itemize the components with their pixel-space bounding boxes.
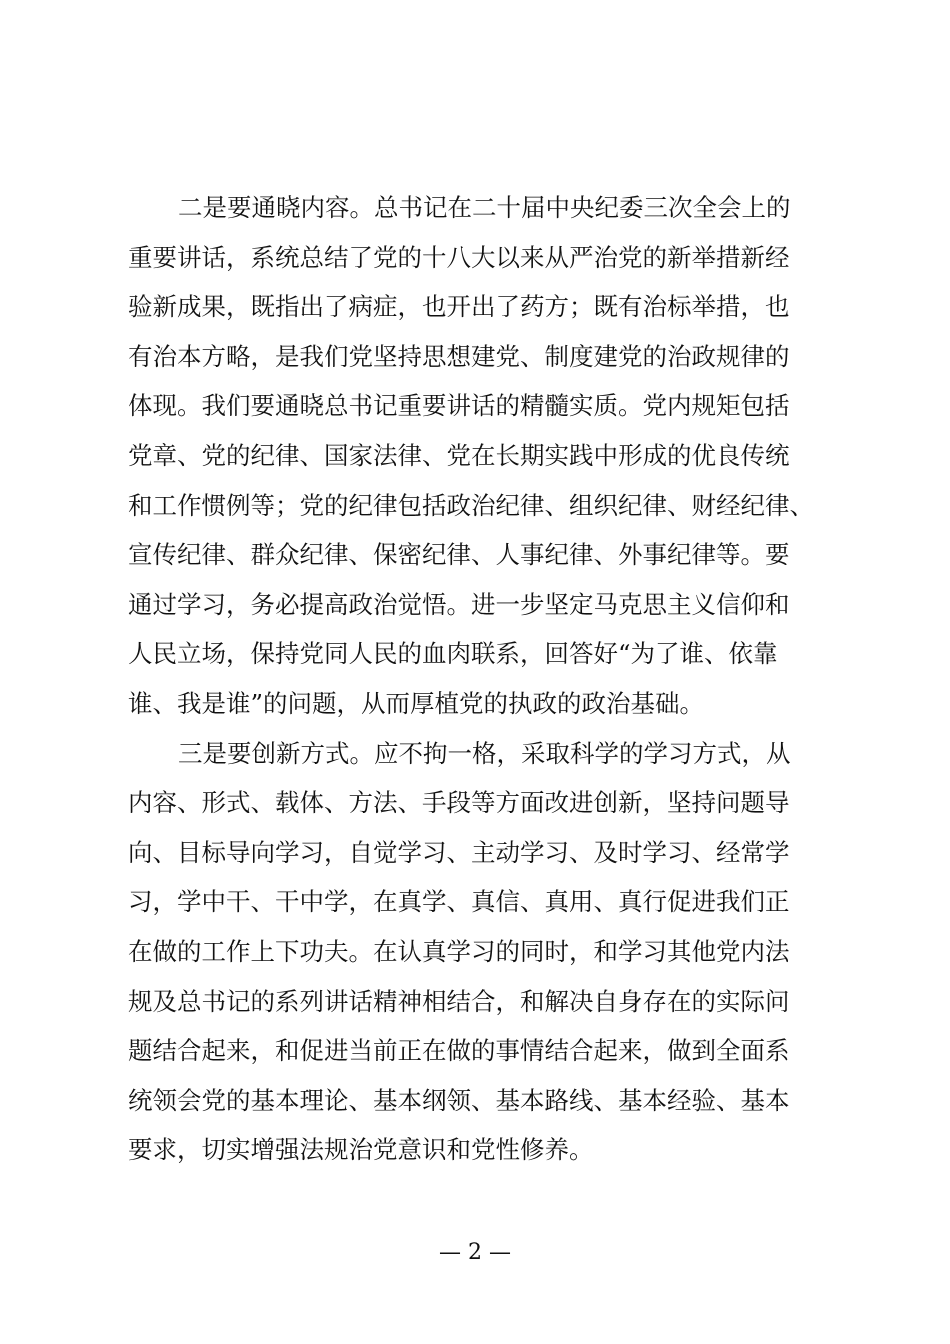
text-line: 规及总书记的系列讲话精神相结合，和解决自身存在的实际问 <box>128 986 790 1016</box>
text-line: 在做的工作上下功夫。在认真学习的同时，和学习其他党内法 <box>128 936 790 966</box>
text-line: 向、目标导向学习，自觉学习、主动学习、及时学习、经常学 <box>128 837 790 867</box>
text-line: 人民立场，保持党同人民的血肉联系，回答好“为了谁、依靠 <box>128 639 778 669</box>
text-line: 验新成果，既指出了病症，也开出了药方；既有治标举措，也 <box>128 292 790 322</box>
text-line: 内容、形式、载体、方法、手段等方面改进创新，坚持问题导 <box>128 788 790 818</box>
text-line: 谁、我是谁”的问题，从而厚植党的执政的政治基础。 <box>128 688 705 718</box>
paragraph-1 <box>128 183 840 729</box>
text-line: 三是要创新方式。应不拘一格，采取科学的学习方式，从 <box>178 738 791 768</box>
document-body <box>128 183 840 1175</box>
text-line: 题结合起来，和促进当前正在做的事情结合起来，做到全面系 <box>128 1036 790 1066</box>
text-line: 通过学习，务必提高政治觉悟。进一步坚定马克思主义信仰和 <box>128 589 790 619</box>
text-line: 有治本方略，是我们党坚持思想建党、制度建党的治政规律的 <box>128 341 790 371</box>
text-line: 体现。我们要通晓总书记重要讲话的精髓实质。党内规矩包括 <box>128 391 790 421</box>
text-line: 党章、党的纪律、国家法律、党在长期实践中形成的优良传统 <box>128 440 790 470</box>
text-line: 二是要通晓内容。总书记在二十届中央纪委三次全会上的 <box>178 193 791 222</box>
text-line: 习，学中干、干中学，在真学、真信、真用、真行促进我们正 <box>128 887 790 917</box>
text-line: 宣传纪律、群众纪律、保密纪律、人事纪律、外事纪律等。要 <box>128 540 790 570</box>
text-line: 重要讲话，系统总结了党的十八大以来从严治党的新举措新经 <box>128 242 790 272</box>
text-line: 统领会党的基本理论、基本纲领、基本路线、基本经验、基本 <box>128 1085 790 1115</box>
page-number: — 2 — <box>439 1240 511 1265</box>
text-line: 要求，切实增强法规治党意识和党性修养。 <box>128 1135 594 1165</box>
paragraph-2 <box>128 729 840 1175</box>
text-line: 和工作惯例等；党的纪律包括政治纪律、组织纪律、财经纪律、 <box>128 490 814 520</box>
